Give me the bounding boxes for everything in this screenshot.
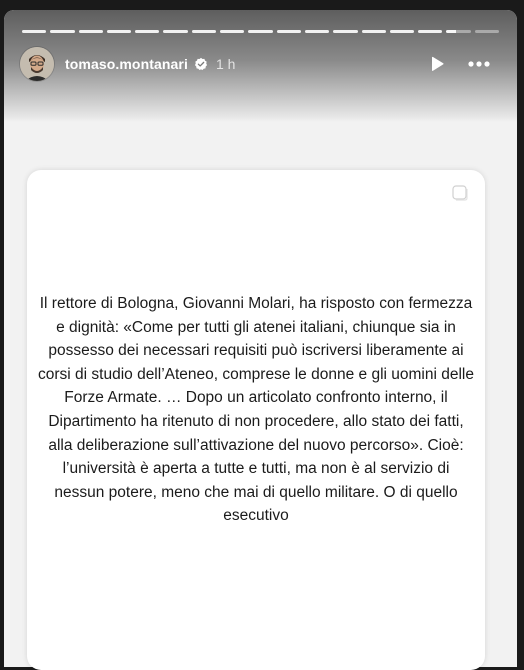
avatar-image	[20, 47, 54, 81]
verified-badge-icon	[194, 57, 208, 71]
story-progress-segment	[107, 30, 131, 33]
story-progress-segment	[220, 30, 244, 33]
story-progress-segment	[446, 30, 470, 33]
story-progress-segment	[390, 30, 414, 33]
more-options-icon[interactable]	[467, 56, 491, 72]
story-progress-segment	[22, 30, 46, 33]
story-progress-bar	[22, 30, 499, 33]
story-progress-segment	[475, 30, 499, 33]
story-progress-segment	[305, 30, 329, 33]
story-progress-segment	[163, 30, 187, 33]
play-icon[interactable]	[429, 56, 445, 72]
story-progress-segment	[50, 30, 74, 33]
story-progress-segment	[277, 30, 301, 33]
username[interactable]: tomaso.montanari	[65, 56, 188, 72]
story-progress-segment	[79, 30, 103, 33]
story-progress-segment	[333, 30, 357, 33]
story-progress-segment	[418, 30, 442, 33]
story-progress-segment	[362, 30, 386, 33]
story-progress-segment	[192, 30, 216, 33]
story-header	[4, 10, 517, 122]
post-text: Il rettore di Bologna, Giovanni Molari, ha risposto con fermezza e dignità: «Come per tutti gli atenei italiani, chiunque sia in possesso dei necessari requisiti può iscriversi liberamente ai corsi di studio dell’Ateneo, comprese le donne e gli uomini delle Forze Armate. … Dopo un articolato confronto interno, il Dipartimento ha ritenuto di non procedere, allo stato dei fatti, alla deliberazione sull’attivazione del nuovo percorso». Cioè: l’università è aperta a tutte e tutti, ma non è al servizio di nessun potere, meno che mai di quello militare. O di quello esecutivo	[38, 295, 474, 525]
avatar[interactable]	[20, 47, 54, 81]
story-timestamp: 1 h	[216, 56, 236, 72]
story-progress-segment	[135, 30, 159, 33]
square-icon[interactable]	[451, 184, 469, 202]
story-progress-segment	[248, 30, 272, 33]
